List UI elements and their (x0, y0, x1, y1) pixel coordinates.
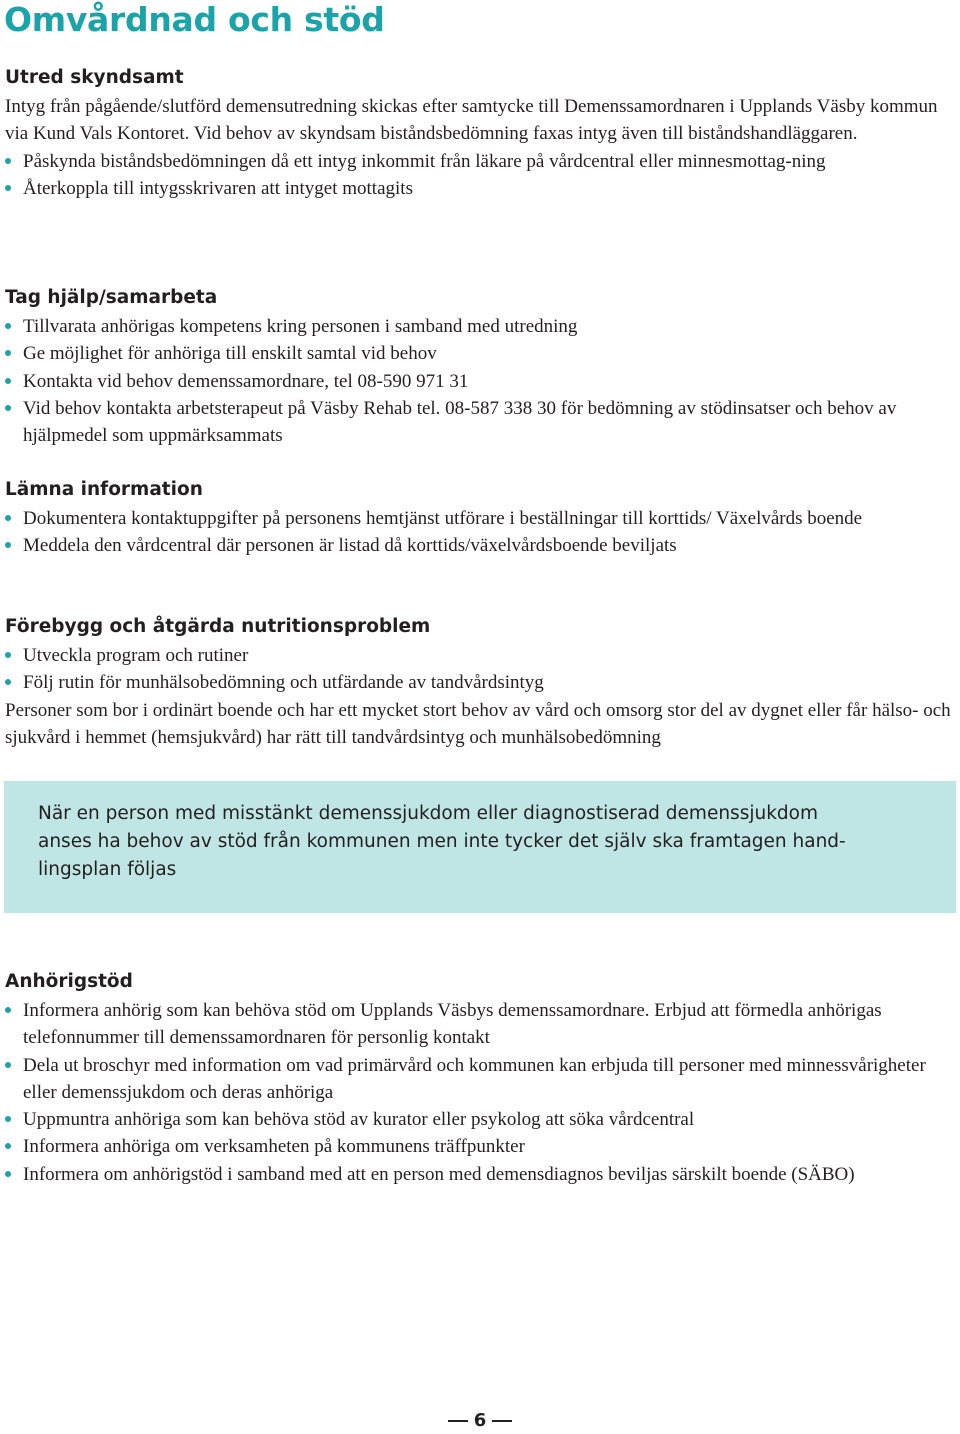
section-heading: Tag hjälp/samarbeta (5, 287, 218, 308)
list-item (5, 368, 955, 395)
bullet-icon (5, 1116, 11, 1122)
list-item (5, 175, 955, 202)
list-item (5, 395, 955, 450)
list-item-text: Återkoppla till intygsskrivaren att intyget mottagits (23, 177, 413, 199)
bullet-icon (5, 515, 11, 521)
page-footer (0, 1408, 960, 1434)
page-title: Omvårdnad och stöd (4, 0, 385, 39)
list-item-text: Meddela den vårdcentral där personen är listad då korttids/växelvårdsboende beviljats (23, 535, 677, 557)
bullet-icon (5, 323, 11, 329)
callout-box (4, 781, 956, 913)
list-item (5, 340, 955, 367)
list-item (5, 148, 955, 175)
bullet-list (5, 997, 955, 1188)
section-relatives-support (5, 970, 955, 1188)
section-paragraph: Intyg från pågående/slutförd demensutredning skickas efter samtycke till Demenssamordnaren i Upplands Väsby kommun via Kund Vals Kontoret. Vid behov av skyndsam biståndsbedömning faxas intyg även till biståndshandläggaren. (5, 96, 938, 145)
section-heading: Utred skyndsamt (5, 67, 184, 88)
list-item (5, 642, 955, 669)
list-item-text: Följ rutin för munhälsobedömning och utfärdande av tandvårdsintyg (23, 672, 544, 694)
list-item-text: Uppmuntra anhöriga som kan behöva stöd av kurator eller psykolog att söka vårdcentral (23, 1109, 695, 1131)
list-item-text: Ge möjlighet för anhöriga till enskilt samtal vid behov (23, 343, 437, 365)
section-information (5, 478, 955, 560)
bullet-icon (5, 1007, 11, 1013)
list-item-text: Vid behov kontakta arbetsterapeut på Väsby Rehab tel. 08-587 338 30 för bedömning av stödinsatser och behov av hjälpmedel som uppmärksammats (23, 397, 897, 447)
list-item-text: Informera anhörig som kan behöva stöd om Upplands Väsbys demenssamordnare. Erbjud att förmedla anhörigas telefonnummer till demenssamordnaren för personlig kontakt (23, 1000, 882, 1049)
list-item-text: Informera om anhörigstöd i samband med att en person med demensdiagnos beviljas särskilt boende (SÄBO) (23, 1163, 855, 1185)
bullet-icon (5, 185, 11, 191)
bullet-list (5, 505, 955, 560)
list-item (5, 1133, 955, 1160)
bullet-icon (5, 158, 11, 164)
callout-text: När en person med misstänkt demenssjukdom eller diagnostiserad demenssjukdom anses ha behov av stöd från kommunen men inte tycker det själv ska framtagen hand-lingsplan följas (38, 803, 846, 880)
bullet-list (5, 313, 955, 449)
bullet-list (5, 642, 955, 697)
bullet-icon (5, 350, 11, 356)
dash-icon (448, 1420, 468, 1422)
dash-icon (492, 1420, 512, 1422)
section-heading: Förebygg och åtgärda nutritionsproblem (5, 616, 431, 637)
section-paragraph: Personer som bor i ordinärt boende och har ett mycket stort behov av vård och omsorg stor del av dygnet eller får hälso- och sjukvård i hemmet (hemsjukvård) har rätt till tandvårdsintyg och munhälsobedömning (5, 699, 951, 748)
bullet-icon (5, 1062, 11, 1068)
list-item (5, 997, 955, 1052)
list-item (5, 1161, 955, 1188)
list-item (5, 669, 955, 696)
list-item-text: Dela ut broschyr med information om vad primärvård och kommunen kan erbjuda till personer med minnessvårigheter eller demenssjukdom och deras anhöriga (23, 1054, 926, 1103)
list-item (5, 1106, 955, 1133)
bullet-icon (5, 542, 11, 548)
bullet-list (5, 148, 955, 203)
list-item-text: Utveckla program och rutiner (23, 645, 249, 666)
bullet-icon (5, 1171, 11, 1177)
bullet-icon (5, 405, 11, 411)
section-urgent (5, 66, 955, 202)
list-item (5, 505, 955, 532)
page-number: 6 (473, 1410, 487, 1431)
bullet-icon (5, 679, 11, 685)
section-heading: Lämna information (5, 479, 203, 500)
list-item (5, 313, 955, 340)
list-item-text: Dokumentera kontaktuppgifter på personens hemtjänst utförare i beställningar till korttids/ Växelvårds boende (23, 508, 863, 529)
list-item (5, 532, 955, 559)
section-nutrition (5, 615, 955, 751)
list-item-text: Tillvarata anhörigas kompetens kring personen i samband med utredning (23, 316, 578, 337)
bullet-icon (5, 1143, 11, 1149)
bullet-icon (5, 378, 11, 384)
list-item-text: Informera anhöriga om verksamheten på kommunens träffpunkter (23, 1136, 525, 1158)
bullet-icon (5, 652, 11, 658)
list-item (5, 1052, 955, 1107)
list-item-text: Påskynda biståndsbedömningen då ett intyg inkommit från läkare på vårdcentral eller minnesmottag-ning (23, 150, 826, 172)
list-item-text: Kontakta vid behov demenssamordnare, tel 08-590 971 31 (23, 370, 469, 392)
section-help (5, 286, 955, 449)
section-heading: Anhörigstöd (5, 971, 133, 992)
